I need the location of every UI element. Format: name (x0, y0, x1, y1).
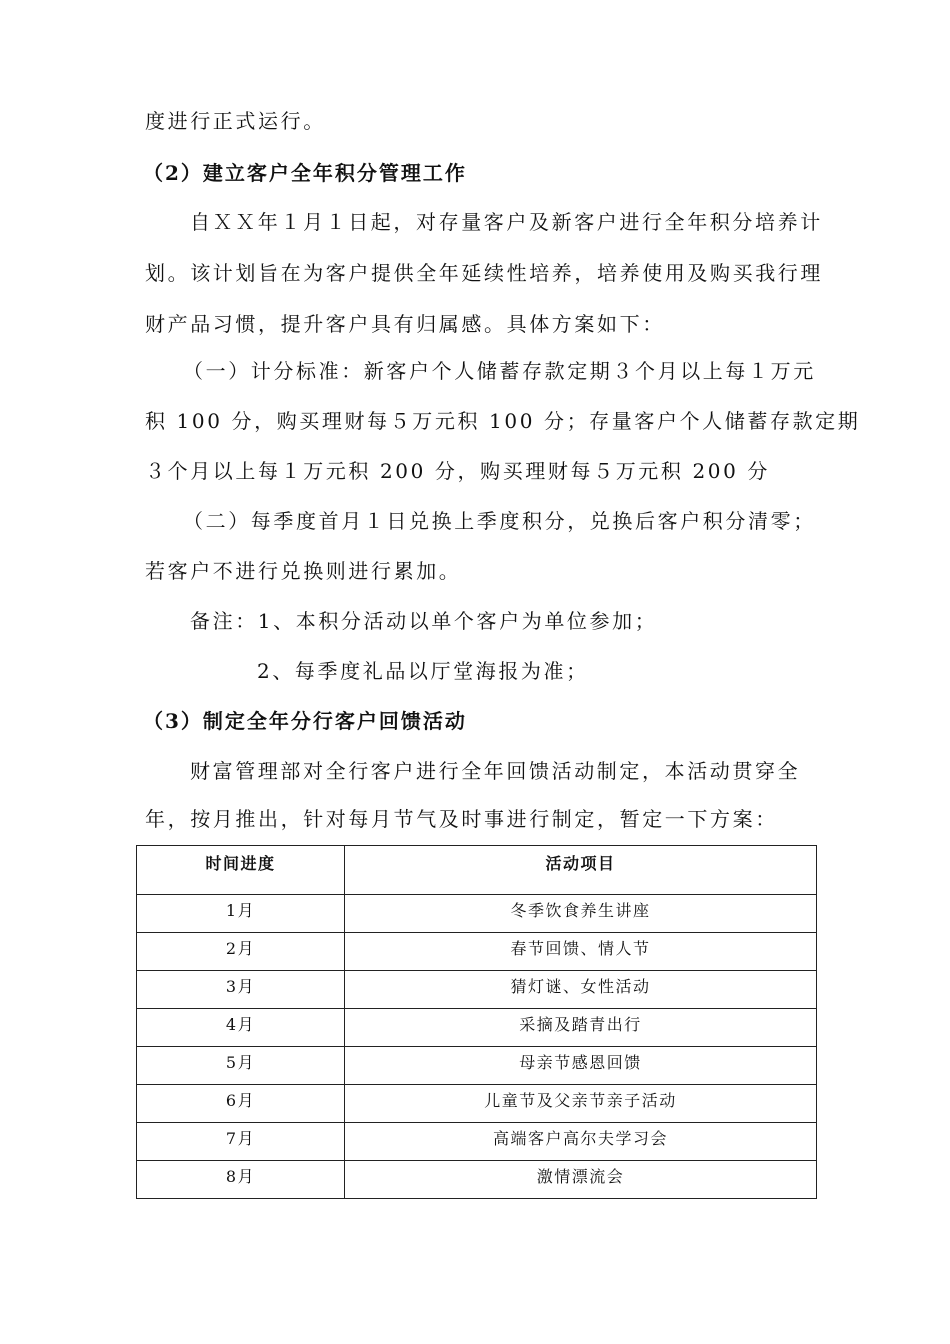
paragraph-line: 度进行正式运行。 (145, 109, 326, 133)
table-cell-month: 4月 (137, 1009, 345, 1047)
table-row (137, 1161, 817, 1199)
paragraph-line: 若客户不进行兑换则进行累加。 (145, 559, 462, 583)
table-row (137, 971, 817, 1009)
table-header-time: 时间进度 (137, 846, 345, 895)
table-row (137, 1047, 817, 1085)
paragraph-line: 财产品习惯，提升客户具有归属感。具体方案如下： (145, 312, 665, 336)
table-cell-activity: 冬季饮食养生讲座 (345, 895, 817, 933)
table-cell-month: 5月 (137, 1047, 345, 1085)
paragraph-line: （一）计分标准：新客户个人储蓄存款定期３个月以上每１万元 (183, 359, 816, 383)
table-cell-month: 1月 (137, 895, 345, 933)
table-cell-activity: 猜灯谜、女性活动 (345, 971, 817, 1009)
activity-schedule-table (136, 845, 817, 1199)
table-cell-activity: 采摘及踏青出行 (345, 1009, 817, 1047)
table-row (137, 1123, 817, 1161)
table-header-activity: 活动项目 (345, 846, 817, 895)
table-cell-activity: 激情漂流会 (345, 1161, 817, 1199)
section-heading-3: （3）制定全年分行客户回馈活动 (143, 709, 467, 733)
paragraph-line: 划。该计划旨在为客户提供全年延续性培养，培养使用及购买我行理 (145, 261, 823, 285)
table-cell-month: 6月 (137, 1085, 345, 1123)
paragraph-line: ３个月以上每１万元积 200 分，购买理财每５万元积 200 分 (145, 459, 770, 483)
paragraph-line: 财富管理部对全行客户进行全年回馈活动制定，本活动贯穿全 (190, 759, 801, 783)
note-line: 2、每季度礼品以厅堂海报为准； (257, 659, 589, 683)
table-row (137, 1085, 817, 1123)
table-cell-month: 7月 (137, 1123, 345, 1161)
table-cell-activity: 母亲节感恩回馈 (345, 1047, 817, 1085)
table-cell-activity: 儿童节及父亲节亲子活动 (345, 1085, 817, 1123)
table-row (137, 1009, 817, 1047)
table-header-row (137, 846, 817, 895)
paragraph-line: 积 100 分，购买理财每５万元积 100 分；存量客户个人储蓄存款定期 (145, 409, 861, 433)
table-cell-month: 8月 (137, 1161, 345, 1199)
table-cell-month: 2月 (137, 933, 345, 971)
paragraph-line: 自ＸＸ年１月１日起，对存量客户及新客户进行全年积分培养计 (190, 210, 823, 234)
paragraph-line: 年，按月推出，针对每月节气及时事进行制定，暂定一下方案： (145, 807, 778, 831)
table-cell-month: 3月 (137, 971, 345, 1009)
table-cell-activity: 春节回馈、情人节 (345, 933, 817, 971)
paragraph-line: （二）每季度首月１日兑换上季度积分，兑换后客户积分清零； (183, 509, 816, 533)
note-line: 备注：1、本积分活动以单个客户为单位参加； (190, 609, 658, 633)
table-row (137, 895, 817, 933)
section-heading-2: （2）建立客户全年积分管理工作 (143, 161, 467, 185)
table-cell-activity: 高端客户高尔夫学习会 (345, 1123, 817, 1161)
table-row (137, 933, 817, 971)
